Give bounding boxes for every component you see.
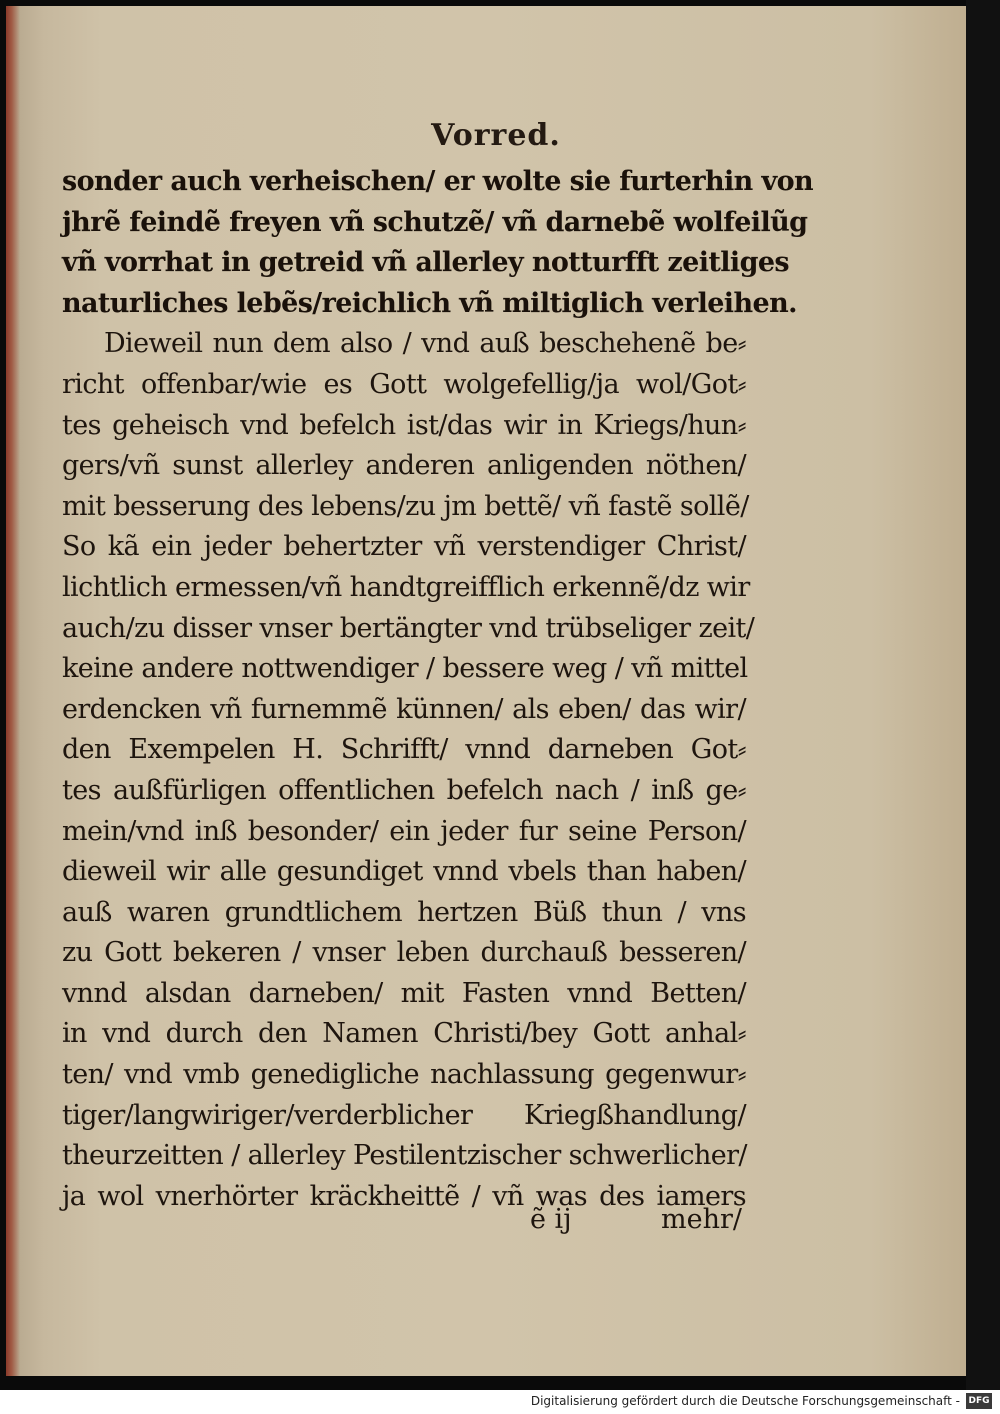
text-line: tiger/langwiriger/verderblicher Kriegßhandlung/: [62, 1099, 746, 1131]
text-line: auß waren grundtlichem hertzen Büß thun / vns: [62, 896, 746, 928]
book-page: [6, 6, 966, 1376]
catchword: mehr/: [661, 1204, 742, 1235]
text-line: auch/zu disser vnser bertängter vnd trübseliger zeit/: [62, 612, 755, 644]
text-line: naturliches lebẽs/reichlich vñ miltiglich verleihen.: [62, 287, 797, 319]
text-line: ten/ vnd vmb genedigliche nachlassung gegenwur⸗: [62, 1059, 746, 1091]
text-line: den Exempelen H. Schrifft/ vnnd darneben Got⸗: [62, 734, 746, 766]
text-line: mein/vnd inß besonder/ ein jeder fur seine Person/: [62, 815, 746, 847]
funding-credit: Digitalisierung gefördert durch die Deutsche Forschungsgemeinschaft -: [530, 1394, 960, 1408]
text-line: tes außfürligen offentlichen befelch nach / inß ge⸗: [62, 774, 746, 806]
signature-mark: ẽ ij: [530, 1204, 572, 1235]
text-line: ja wol vnerhörter kräckheittẽ / vñ was des iamers: [62, 1180, 746, 1212]
text-line: lichtlich ermessen/vñ handtgreifflich erkennẽ/dz wir: [62, 571, 750, 603]
text-line: vñ vorrhat in getreid vñ allerley notturfft zeitliges: [62, 247, 790, 279]
page-edge: [6, 6, 20, 1376]
credit-bar: [0, 1390, 1000, 1414]
text-line: richt offenbar/wie es Gott wolgefellig/ja wol/Got⸗: [62, 368, 746, 400]
page-header: Vorred.: [431, 118, 561, 153]
text-line: jhrẽ feindẽ freyen vñ schutzẽ/ vñ darnebẽ wolfeilũg: [62, 206, 808, 238]
text-line: gers/vñ sunst allerley anderen anligenden nöthen/: [62, 450, 746, 482]
text-line: mit besserung des lebens/zu jm bettẽ/ vñ fastẽ sollẽ/: [62, 490, 749, 522]
dfg-logo-icon: DFG: [966, 1393, 992, 1409]
text-line: dieweil wir alle gesundiget vnnd vbels than haben/: [62, 856, 746, 888]
scan-border: [966, 0, 1000, 1390]
text-line: zu Gott bekeren / vnser leben durchauß besseren/: [62, 937, 746, 969]
text-line: So kã ein jeder behertzter vñ verstendiger Christ/: [62, 531, 746, 563]
text-line: in vnd durch den Namen Christi/bey Gott anhal⸗: [62, 1018, 746, 1050]
text-line: erdencken vñ furnemmẽ künnen/ als eben/ das wir/: [62, 693, 746, 725]
text-line: sonder auch verheischen/ er wolte sie furterhin von: [62, 166, 814, 197]
text-line: tes geheisch vnd befelch ist/das wir in Kriegs/hun⸗: [62, 409, 746, 441]
text-line: Dieweil nun dem also / vnd auß beschehenẽ be⸗: [104, 328, 746, 360]
page-footer: [62, 1204, 746, 1244]
text-line: vnnd alsdan darneben/ mit Fasten vnnd Betten/: [62, 977, 746, 1009]
body-text: [62, 162, 814, 1217]
text-line: keine andere nottwendiger / bessere weg / vñ mittel: [62, 653, 748, 685]
text-line: theurzeitten / allerley Pestilentzischer schwerlicher/: [62, 1140, 747, 1172]
